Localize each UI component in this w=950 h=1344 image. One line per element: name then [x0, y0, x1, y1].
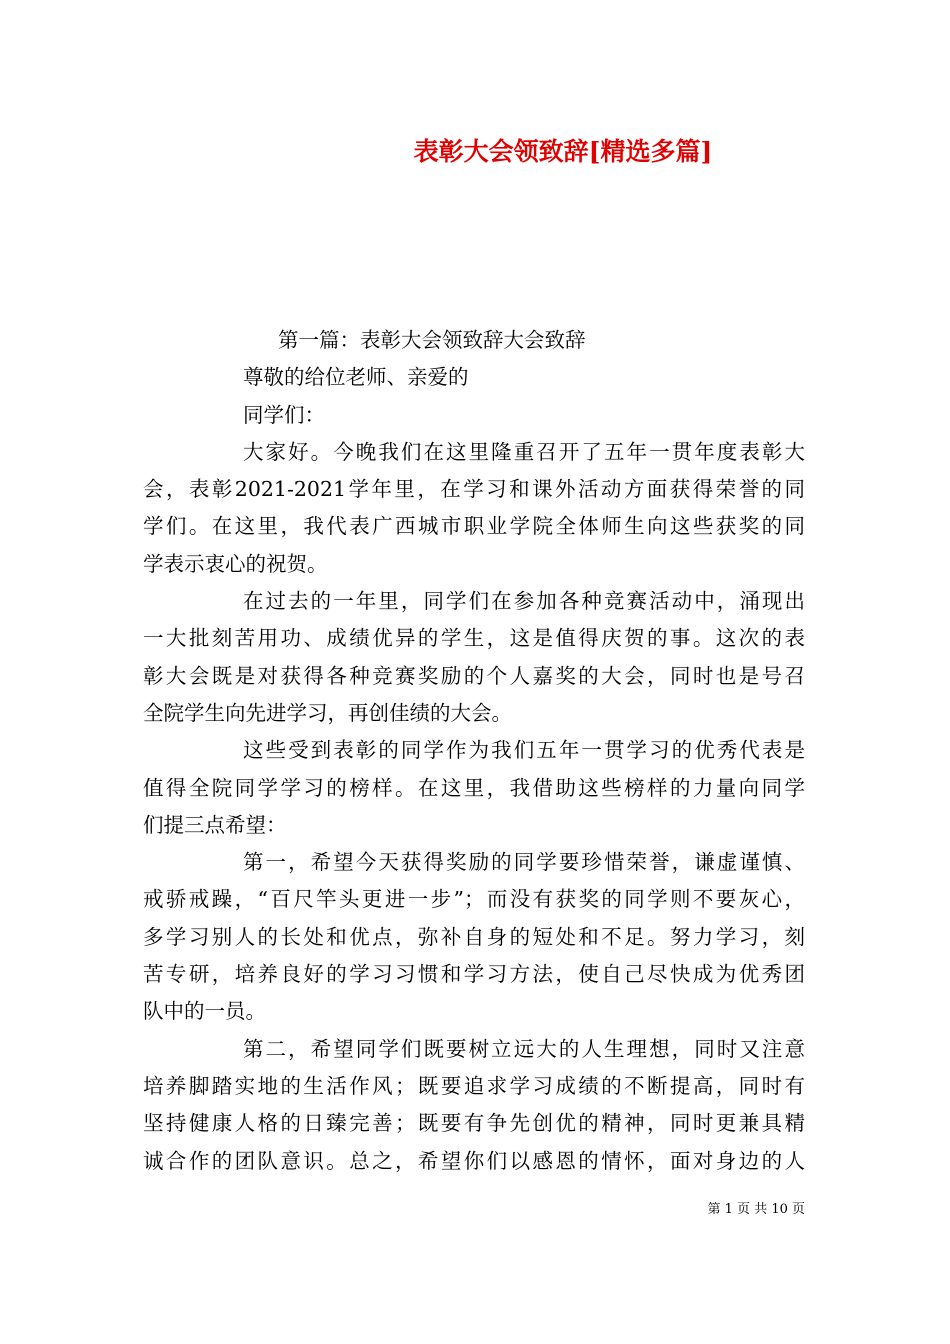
paragraph-line: 苦专研，培养良好的学习习惯和学习方法，使自己尽快成为优秀团	[143, 962, 805, 987]
paragraph-line: 第二，希望同学们既要树立远大的人生理想，同时又注意	[243, 1036, 805, 1061]
paragraph-line: 全院学生向先进学习，再创佳绩的大会。	[143, 700, 512, 725]
paragraph-line: 第一，希望今天获得奖励的同学要珍惜荣誉，谦虚谨慎、	[243, 850, 805, 875]
paragraph-line: 在过去的一年里，同学们在参加各种竞赛活动中，涌现出	[243, 589, 805, 614]
document-body	[143, 322, 805, 1180]
paragraph-line: 一大批刻苦用功、成绩优异的学生，这是值得庆贺的事。这次的表	[143, 626, 805, 651]
paragraph-line: 多学习别人的长处和优点，弥补自身的短处和不足。努力学习，刻	[143, 924, 805, 949]
paragraph-line: 戒骄戒躁，“百尺竿头更进一步”；而没有获奖的同学则不要灰心，	[143, 887, 805, 912]
document-title: 表彰大会领致辞[精选多篇]	[413, 137, 713, 166]
paragraph-line: 学表示衷心的祝贺。	[143, 551, 328, 576]
paragraph-line: 诚合作的团队意识。总之，希望你们以感恩的情怀，面对身边的人	[143, 1148, 805, 1173]
paragraph-line: 大家好。今晚我们在这里隆重召开了五年一贯年度表彰大	[243, 439, 805, 464]
paragraph-line: 学们。在这里，我代表广西城市职业学院全体师生向这些获奖的同	[143, 514, 805, 539]
paragraph-line: 会，表彰2021-2021学年里，在学习和课外活动方面获得荣誉的同	[143, 477, 805, 502]
section-heading: 第一篇：表彰大会领致辞大会致辞	[278, 328, 586, 352]
salutation-line: 尊敬的给位老师、亲爱的	[243, 365, 469, 390]
paragraph-line: 这些受到表彰的同学作为我们五年一贯学习的优秀代表是	[243, 738, 805, 763]
paragraph-line: 培养脚踏实地的生活作风；既要追求学习成绩的不断提高，同时有	[143, 1073, 805, 1098]
paragraph-line: 彰大会既是对获得各种竞赛奖励的个人嘉奖的大会，同时也是号召	[143, 663, 805, 688]
paragraph-line: 队中的一员。	[143, 999, 266, 1024]
paragraph-line: 坚持健康人格的日臻完善；既要有争先创优的精神，同时更兼具精	[143, 1111, 805, 1136]
paragraph-line: 值得全院同学学习的榜样。在这里，我借助这些榜样的力量向同学	[143, 775, 805, 800]
paragraph-line: 们提三点希望：	[143, 812, 287, 837]
page-number-footer: 第 1 页 共 10 页	[707, 1202, 805, 1217]
salutation-line: 同学们：	[243, 402, 325, 427]
